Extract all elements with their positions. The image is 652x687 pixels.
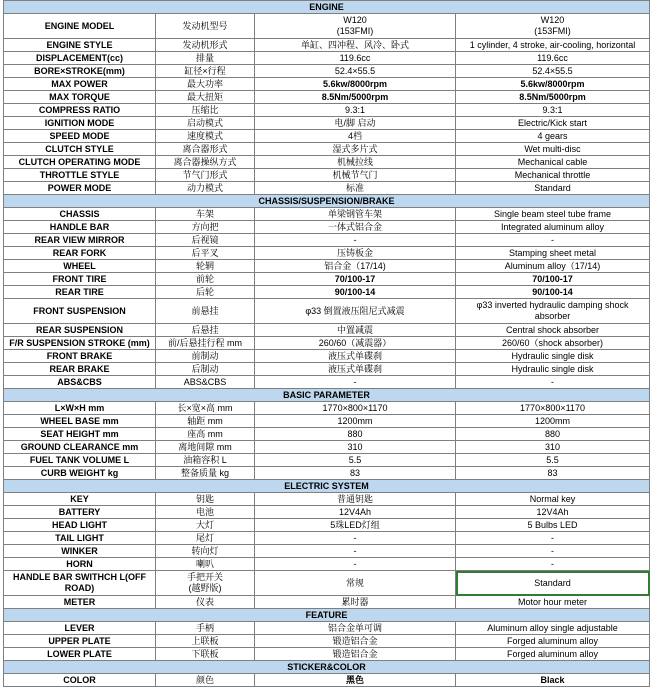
spec-row	[4, 260, 650, 273]
section-header-row	[4, 389, 650, 402]
spec-label: FRONT BRAKE	[4, 350, 156, 363]
spec-value-cn: 8.5Nm/5000rpm	[255, 91, 456, 104]
spec-row	[4, 221, 650, 234]
spec-label-cn: 排量	[156, 52, 255, 65]
spec-row	[4, 596, 650, 609]
spec-value-cn: 一体式铝合金	[255, 221, 456, 234]
spec-label-cn: 手柄	[156, 622, 255, 635]
spec-row	[4, 91, 650, 104]
spec-value-cn: 4档	[255, 130, 456, 143]
spec-label: WHEEL BASE mm	[4, 415, 156, 428]
spec-label-cn: 离合器形式	[156, 143, 255, 156]
spec-row	[4, 415, 650, 428]
spec-value-cn: -	[255, 234, 456, 247]
spec-label-cn: 动力模式	[156, 182, 255, 195]
spec-row	[4, 156, 650, 169]
spec-label-cn: 尾灯	[156, 532, 255, 545]
spec-label-cn: 喇叭	[156, 558, 255, 571]
spec-label: CLUTCH OPERATING MODE	[4, 156, 156, 169]
spec-row	[4, 117, 650, 130]
spec-row	[4, 506, 650, 519]
spec-label: BATTERY	[4, 506, 156, 519]
spec-label-cn: 缸径×行程	[156, 65, 255, 78]
spec-label-cn: 前轮	[156, 273, 255, 286]
spec-row	[4, 428, 650, 441]
spec-value-en: Wet multi-disc	[456, 143, 650, 156]
spec-row	[4, 363, 650, 376]
spec-label: WHEEL	[4, 260, 156, 273]
spec-label: METER	[4, 596, 156, 609]
spec-label: POWER MODE	[4, 182, 156, 195]
spec-row	[4, 143, 650, 156]
spec-value-en: Forged aluminum alloy	[456, 648, 650, 661]
spec-label-cn: 后视镜	[156, 234, 255, 247]
spec-row	[4, 14, 650, 39]
spec-row	[4, 648, 650, 661]
spec-value-cn: 黑色	[255, 674, 456, 687]
spec-row	[4, 208, 650, 221]
spec-value-en: 5 Bulbs LED	[456, 519, 650, 532]
section-title: BASIC PARAMETER	[4, 389, 650, 402]
section-title: STICKER&COLOR	[4, 661, 650, 674]
spec-label-cn: 离地间隙 mm	[156, 441, 255, 454]
spec-label-cn: 前悬挂	[156, 299, 255, 324]
spec-value-en: Standard	[456, 571, 650, 596]
spec-label-cn: 轮辋	[156, 260, 255, 273]
spec-value-en: Motor hour meter	[456, 596, 650, 609]
spec-value-cn: -	[255, 376, 456, 389]
spec-label: CLUTCH STYLE	[4, 143, 156, 156]
spec-label-cn: 最大扭矩	[156, 91, 255, 104]
spec-label: CHASSIS	[4, 208, 156, 221]
spec-value-cn: 机械拉线	[255, 156, 456, 169]
spec-label: WINKER	[4, 545, 156, 558]
spec-row	[4, 402, 650, 415]
spec-label: REAR SUSPENSION	[4, 324, 156, 337]
spec-label: ENGINE STYLE	[4, 39, 156, 52]
spec-value-en: Stamping sheet metal	[456, 247, 650, 260]
spec-label: SPEED MODE	[4, 130, 156, 143]
spec-value-cn: -	[255, 558, 456, 571]
spec-value-en: Black	[456, 674, 650, 687]
spec-row	[4, 337, 650, 350]
spec-value-cn: 5.6kw/8000rpm	[255, 78, 456, 91]
spec-label: REAR FORK	[4, 247, 156, 260]
spec-value-cn: -	[255, 532, 456, 545]
spec-value-en: 1770×800×1170	[456, 402, 650, 415]
spec-label: FRONT TIRE	[4, 273, 156, 286]
spec-row	[4, 286, 650, 299]
spec-value-en: Aluminum alloy single adjustable	[456, 622, 650, 635]
spec-row	[4, 104, 650, 117]
spec-value-en: Integrated aluminum alloy	[456, 221, 650, 234]
spec-value-cn: 70/100-17	[255, 273, 456, 286]
spec-row	[4, 273, 650, 286]
spec-value-en: 119.6cc	[456, 52, 650, 65]
spec-row	[4, 532, 650, 545]
spec-value-cn: 标准	[255, 182, 456, 195]
spec-label: ABS&CBS	[4, 376, 156, 389]
spec-row	[4, 78, 650, 91]
spec-value-en: -	[456, 376, 650, 389]
section-title: CHASSIS/SUSPENSION/BRAKE	[4, 195, 650, 208]
spec-value-cn: 5.5	[255, 454, 456, 467]
spec-value-cn: 1200mm	[255, 415, 456, 428]
section-title: ENGINE	[4, 1, 650, 14]
spec-value-cn: 52.4×55.5	[255, 65, 456, 78]
spec-label: MAX TORQUE	[4, 91, 156, 104]
spec-row	[4, 169, 650, 182]
spec-label-cn: 大灯	[156, 519, 255, 532]
spec-value-en: 1 cylinder, 4 stroke, air-cooling, horizontal	[456, 39, 650, 52]
spec-row	[4, 324, 650, 337]
spec-label: DISPLACEMENT(cc)	[4, 52, 156, 65]
spec-value-en: W120 (153FMI)	[456, 14, 650, 39]
spec-label-cn: 离合器操纵方式	[156, 156, 255, 169]
spec-value-en: -	[456, 234, 650, 247]
spec-label-cn: 仪表	[156, 596, 255, 609]
spec-value-en: Forged aluminum alloy	[456, 635, 650, 648]
spec-row	[4, 130, 650, 143]
spec-label-cn: 后平叉	[156, 247, 255, 260]
spec-label: GROUND CLEARANCE mm	[4, 441, 156, 454]
spec-row	[4, 519, 650, 532]
spec-row	[4, 52, 650, 65]
spec-value-cn: 119.6cc	[255, 52, 456, 65]
spec-label-cn: ABS&CBS	[156, 376, 255, 389]
spec-row	[4, 39, 650, 52]
spec-value-cn: 压铸板金	[255, 247, 456, 260]
spec-row	[4, 635, 650, 648]
spec-value-cn: 锻造铝合金	[255, 648, 456, 661]
spec-label-cn: 速度模式	[156, 130, 255, 143]
section-header-row	[4, 609, 650, 622]
spec-label: HORN	[4, 558, 156, 571]
spec-value-en: Aluminum alloy（17/14)	[456, 260, 650, 273]
spec-value-cn: -	[255, 545, 456, 558]
spec-row	[4, 571, 650, 596]
spec-label: REAR VIEW MIRROR	[4, 234, 156, 247]
spec-row	[4, 350, 650, 363]
spec-value-en: 880	[456, 428, 650, 441]
spec-label: LEVER	[4, 622, 156, 635]
spec-value-cn: 液压式单碟刹	[255, 350, 456, 363]
spec-label-cn: 前/后悬挂行程 mm	[156, 337, 255, 350]
spec-label-cn: 整备质量 kg	[156, 467, 255, 480]
spec-value-cn: 机械节气门	[255, 169, 456, 182]
spec-value-cn: 880	[255, 428, 456, 441]
section-header-row	[4, 195, 650, 208]
spec-value-en: Electric/Kick start	[456, 117, 650, 130]
spec-row	[4, 493, 650, 506]
spec-value-en: Single beam steel tube frame	[456, 208, 650, 221]
spec-label-cn: 方向把	[156, 221, 255, 234]
spec-label: KEY	[4, 493, 156, 506]
section-header-row	[4, 1, 650, 14]
spec-label-cn: 下联板	[156, 648, 255, 661]
spec-row	[4, 299, 650, 324]
spec-label: CURB WEIGHT kg	[4, 467, 156, 480]
spec-value-en: 1200mm	[456, 415, 650, 428]
spec-value-cn: 铝合金（17/14)	[255, 260, 456, 273]
spec-value-cn: 湿式多片式	[255, 143, 456, 156]
spec-label-cn: 转向灯	[156, 545, 255, 558]
spec-value-en: -	[456, 558, 650, 571]
spec-value-cn: 310	[255, 441, 456, 454]
spec-value-en: φ33 inverted hydraulic damping shock absorber	[456, 299, 650, 324]
spec-row	[4, 558, 650, 571]
spec-table	[3, 0, 650, 687]
spec-value-en: Normal key	[456, 493, 650, 506]
section-header-row	[4, 661, 650, 674]
spec-value-en: 5.6kw/8000rpm	[456, 78, 650, 91]
spec-value-en: Hydraulic single disk	[456, 363, 650, 376]
spec-value-cn: φ33 倒置液压阻尼式减震	[255, 299, 456, 324]
spec-value-cn: 铝合金单可调	[255, 622, 456, 635]
spec-label: TAIL LIGHT	[4, 532, 156, 545]
spec-value-en: 5.5	[456, 454, 650, 467]
spec-label-cn: 后轮	[156, 286, 255, 299]
spec-label: BORE×STROKE(mm)	[4, 65, 156, 78]
spec-value-cn: 电/脚 启动	[255, 117, 456, 130]
spec-label-cn: 钥匙	[156, 493, 255, 506]
spec-label: MAX POWER	[4, 78, 156, 91]
spec-row	[4, 376, 650, 389]
spec-value-cn: 12V4Ah	[255, 506, 456, 519]
spec-row	[4, 467, 650, 480]
spec-label-cn: 车架	[156, 208, 255, 221]
spec-label-cn: 启动模式	[156, 117, 255, 130]
section-header-row	[4, 480, 650, 493]
spec-value-en: 9.3:1	[456, 104, 650, 117]
spec-label: REAR TIRE	[4, 286, 156, 299]
spec-label-cn: 最大功率	[156, 78, 255, 91]
spec-value-en: -	[456, 545, 650, 558]
spec-table-body	[4, 1, 650, 687]
spec-value-en: 52.4×55.5	[456, 65, 650, 78]
section-title: ELECTRIC SYSTEM	[4, 480, 650, 493]
spec-value-cn: 普通钥匙	[255, 493, 456, 506]
spec-value-cn: 锻造铝合金	[255, 635, 456, 648]
spec-label-cn: 上联板	[156, 635, 255, 648]
spec-label: FUEL TANK VOLUME L	[4, 454, 156, 467]
spec-label: IGNITION MODE	[4, 117, 156, 130]
spec-label-cn: 手把开关 (越野版)	[156, 571, 255, 596]
spec-label-cn: 压缩比	[156, 104, 255, 117]
spec-value-cn: 常规	[255, 571, 456, 596]
spec-label: COLOR	[4, 674, 156, 687]
spec-label: COMPRESS RATIO	[4, 104, 156, 117]
spec-value-en: Mechanical cable	[456, 156, 650, 169]
spec-value-en: 4 gears	[456, 130, 650, 143]
spec-label: LOWER PLATE	[4, 648, 156, 661]
spec-row	[4, 622, 650, 635]
spec-value-cn: 1770×800×1170	[255, 402, 456, 415]
spec-value-en: Hydraulic single disk	[456, 350, 650, 363]
spec-label-cn: 节气门形式	[156, 169, 255, 182]
spec-value-en: 12V4Ah	[456, 506, 650, 519]
spec-label-cn: 发动机型号	[156, 14, 255, 39]
spec-value-cn: 单梁钢管车架	[255, 208, 456, 221]
spec-row	[4, 247, 650, 260]
spec-value-cn: 90/100-14	[255, 286, 456, 299]
spec-value-en: 310	[456, 441, 650, 454]
spec-row	[4, 234, 650, 247]
spec-value-en: 70/100-17	[456, 273, 650, 286]
spec-row	[4, 65, 650, 78]
spec-label: FRONT SUSPENSION	[4, 299, 156, 324]
spec-value-en: Standard	[456, 182, 650, 195]
spec-value-en: Mechanical throttle	[456, 169, 650, 182]
spec-value-cn: 260/60（减震器）	[255, 337, 456, 350]
spec-label: UPPER PLATE	[4, 635, 156, 648]
spec-row	[4, 182, 650, 195]
spec-value-en: 83	[456, 467, 650, 480]
spec-value-en: Central shock absorber	[456, 324, 650, 337]
spec-label-cn: 长×宽×高 mm	[156, 402, 255, 415]
spec-label-cn: 后悬挂	[156, 324, 255, 337]
spec-row	[4, 545, 650, 558]
spec-label: ENGINE MODEL	[4, 14, 156, 39]
spec-label: SEAT HEIGHT mm	[4, 428, 156, 441]
spec-value-cn: 累时器	[255, 596, 456, 609]
spec-label-cn: 颜色	[156, 674, 255, 687]
spec-value-cn: 中置减震	[255, 324, 456, 337]
spec-value-cn: W120 (153FMI)	[255, 14, 456, 39]
spec-value-cn: 5珠LED灯组	[255, 519, 456, 532]
spec-label-cn: 发动机形式	[156, 39, 255, 52]
spec-value-en: 8.5Nm/5000rpm	[456, 91, 650, 104]
spec-label: L×W×H mm	[4, 402, 156, 415]
spec-row	[4, 441, 650, 454]
spec-label: HEAD LIGHT	[4, 519, 156, 532]
spec-label: REAR BRAKE	[4, 363, 156, 376]
spec-value-cn: 单缸、四冲程、风冷、卧式	[255, 39, 456, 52]
spec-value-en: -	[456, 532, 650, 545]
spec-value-en: 90/100-14	[456, 286, 650, 299]
spec-label: F/R SUSPENSION STROKE (mm)	[4, 337, 156, 350]
spec-label-cn: 油箱容积 L	[156, 454, 255, 467]
spec-row	[4, 674, 650, 687]
spec-label-cn: 轴距 mm	[156, 415, 255, 428]
spec-value-cn: 液压式单碟刹	[255, 363, 456, 376]
spec-label: HANDLE BAR SWITHCH L(OFF ROAD)	[4, 571, 156, 596]
spec-label-cn: 后制动	[156, 363, 255, 376]
spec-label-cn: 前制动	[156, 350, 255, 363]
spec-label-cn: 座高 mm	[156, 428, 255, 441]
spec-label: HANDLE BAR	[4, 221, 156, 234]
spec-label-cn: 电池	[156, 506, 255, 519]
spec-label: THROTTLE STYLE	[4, 169, 156, 182]
spec-value-cn: 83	[255, 467, 456, 480]
spec-value-en: 260/60（shock absorber)	[456, 337, 650, 350]
section-title: FEATURE	[4, 609, 650, 622]
spec-value-cn: 9.3:1	[255, 104, 456, 117]
spec-row	[4, 454, 650, 467]
